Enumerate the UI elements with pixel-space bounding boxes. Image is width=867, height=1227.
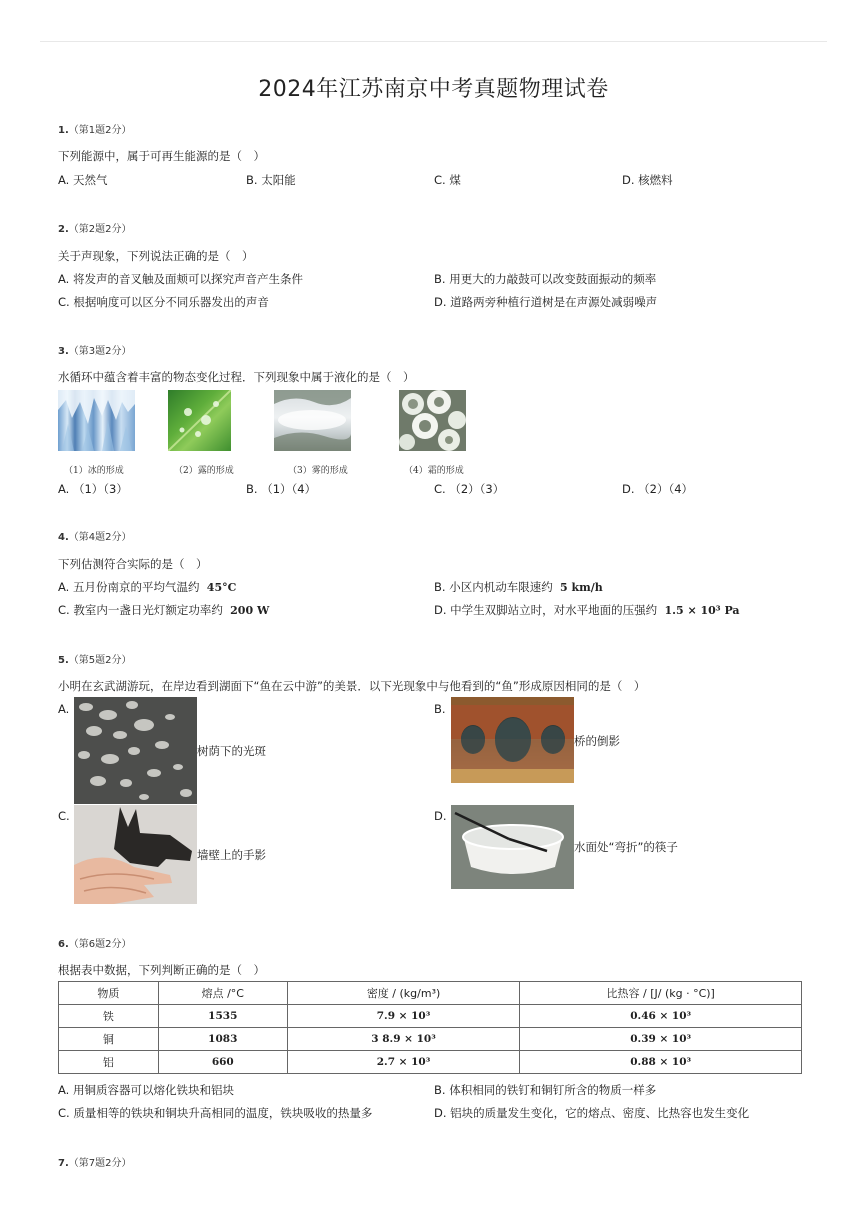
table-cell: 0.46 × 10³: [520, 1005, 802, 1028]
q5-option-a-text[interactable]: 树荫下的光斑: [197, 744, 266, 758]
table-header: 密度 / (kg/m³): [287, 982, 520, 1005]
q5-option-b-text[interactable]: 桥的倒影: [574, 734, 620, 748]
question-number: 5.: [58, 655, 69, 666]
ice-formation-image: [58, 390, 135, 451]
q2-option-b[interactable]: B. 用更大的力敲鼓可以改变鼓面振动的频率: [434, 272, 657, 286]
table-header-row: [59, 982, 802, 1005]
q1-option-a[interactable]: A. 天然气: [58, 173, 108, 187]
table-cell: 660: [158, 1051, 287, 1074]
table-row: [59, 1051, 802, 1074]
material-properties-table: [58, 981, 802, 1074]
question-score: （第6题2分）: [68, 939, 132, 950]
q5-option-c-letter[interactable]: C.: [58, 809, 70, 823]
question-number: 1.: [58, 125, 69, 136]
question-3-header: [58, 342, 132, 357]
q3-option-d[interactable]: D. （2）（4）: [622, 482, 694, 496]
question-number: 6.: [58, 939, 69, 950]
q2-option-a[interactable]: A. 将发声的音叉触及面颊可以探究声音产生条件: [58, 272, 303, 286]
q2-option-c[interactable]: C. 根据响度可以区分不同乐器发出的声音: [58, 295, 269, 309]
q6-option-d[interactable]: D. 铝块的质量发生变化，它的熔点、密度、比热容也发生变化: [434, 1106, 750, 1120]
chopsticks-in-water-image: [451, 805, 574, 889]
tree-shade-light-spots-image: [74, 697, 197, 804]
question-4-header: [58, 528, 132, 543]
question-score: （第2题2分）: [68, 224, 132, 235]
q3-option-c[interactable]: C. （2）（3）: [434, 482, 505, 496]
question-2-header: [58, 220, 132, 235]
question-score: （第3题2分）: [68, 346, 132, 357]
question-7-header: [58, 1154, 132, 1169]
table-cell: 铝: [59, 1051, 159, 1074]
question-5-stem: 小明在玄武湖游玩，在岸边看到湖面下“鱼在云中游”的美景．以下光现象中与他看到的“鱼”形成原因相同的是（ ）: [58, 679, 646, 693]
dew-caption: （2）露的形成: [174, 466, 234, 476]
q6-option-b[interactable]: B. 体积相同的铁钉和铜钉所含的物质一样多: [434, 1083, 657, 1097]
option-value: 200 W: [230, 604, 270, 617]
bridge-reflection-image: [451, 697, 574, 783]
q5-option-b-letter[interactable]: B.: [434, 702, 446, 716]
table-cell: 1535: [158, 1005, 287, 1028]
table-row: [59, 1028, 802, 1051]
table-cell: 2.7 × 10³: [287, 1051, 520, 1074]
question-score: （第1题2分）: [68, 125, 132, 136]
table-cell: 0.88 × 10³: [520, 1051, 802, 1074]
q3-option-a[interactable]: A. （1）（3）: [58, 482, 128, 496]
q4-option-b[interactable]: [434, 579, 603, 595]
question-1-stem: 下列能源中，属于可再生能源的是（ ）: [58, 149, 265, 163]
question-number: 3.: [58, 346, 69, 357]
page-title: 2024年江苏南京中考真题物理试卷: [258, 77, 609, 102]
question-6-stem: 根据表中数据，下列判断正确的是（ ）: [58, 963, 265, 977]
q5-option-d-text[interactable]: 水面处“弯折”的筷子: [574, 840, 678, 854]
table-cell: 1083: [158, 1028, 287, 1051]
dew-formation-image: [168, 390, 231, 451]
question-number: 4.: [58, 532, 69, 543]
hand-shadow-image: [74, 805, 197, 904]
frost-formation-image: [399, 390, 466, 451]
question-1-header: [58, 121, 132, 136]
table-cell: 7.9 × 10³: [287, 1005, 520, 1028]
question-score: （第7题2分）: [68, 1158, 132, 1169]
q6-option-c[interactable]: C. 质量相等的铁块和铜块升高相同的温度，铁块吸收的热量多: [58, 1106, 373, 1120]
question-4-stem: 下列估测符合实际的是（ ）: [58, 557, 208, 571]
q5-option-a-letter[interactable]: A.: [58, 702, 70, 716]
q2-option-d[interactable]: D. 道路两旁种植行道树是在声源处减弱噪声: [434, 295, 658, 309]
option-value: 5 km/h: [560, 581, 603, 594]
option-label: B. 小区内机动车限速约: [434, 580, 553, 594]
option-value: 45°C: [206, 581, 237, 594]
question-6-header: [58, 935, 132, 950]
table-cell: 0.39 × 10³: [520, 1028, 802, 1051]
table-cell: 铜: [59, 1028, 159, 1051]
q5-option-c-text[interactable]: 墙壁上的手影: [197, 848, 266, 862]
fog-formation-image: [274, 390, 351, 451]
q6-option-a[interactable]: A. 用铜质容器可以熔化铁块和铝块: [58, 1083, 234, 1097]
question-score: （第4题2分）: [68, 532, 132, 543]
question-2-stem: 关于声现象，下列说法正确的是（ ）: [58, 249, 254, 263]
q4-option-d[interactable]: [434, 602, 740, 618]
option-value: 1.5 × 10³ Pa: [664, 604, 740, 617]
ice-caption: （1）冰的形成: [64, 466, 124, 476]
frost-caption: （4）霜的形成: [404, 466, 464, 476]
q1-option-d[interactable]: D. 核燃料: [622, 173, 673, 187]
q1-option-b[interactable]: B. 太阳能: [246, 173, 296, 187]
table-cell: 3 8.9 × 10³: [287, 1028, 520, 1051]
question-number: 2.: [58, 224, 69, 235]
q4-option-a[interactable]: [58, 579, 236, 595]
table-header: 比热容 / [J/ (kg · °C)]: [520, 982, 802, 1005]
q5-option-d-letter[interactable]: D.: [434, 809, 447, 823]
q4-option-c[interactable]: [58, 602, 269, 618]
page-top-divider: [40, 41, 827, 42]
fog-caption: （3）雾的形成: [288, 466, 348, 476]
option-label: C. 教室内一盏日光灯额定功率约: [58, 603, 223, 617]
table-cell: 铁: [59, 1005, 159, 1028]
question-number: 7.: [58, 1158, 69, 1169]
table-header: 熔点 /°C: [158, 982, 287, 1005]
q1-option-c[interactable]: C. 煤: [434, 173, 461, 187]
option-label: D. 中学生双脚站立时，对水平地面的压强约: [434, 603, 658, 617]
question-3-stem: 水循环中蕴含着丰富的物态变化过程．下列现象中属于液化的是（ ）: [58, 370, 415, 384]
table-header: 物质: [59, 982, 159, 1005]
question-5-header: [58, 651, 132, 666]
q3-option-b[interactable]: B. （1）（4）: [246, 482, 317, 496]
question-score: （第5题2分）: [68, 655, 132, 666]
table-row: [59, 1005, 802, 1028]
option-label: A. 五月份南京的平均气温约: [58, 580, 200, 594]
